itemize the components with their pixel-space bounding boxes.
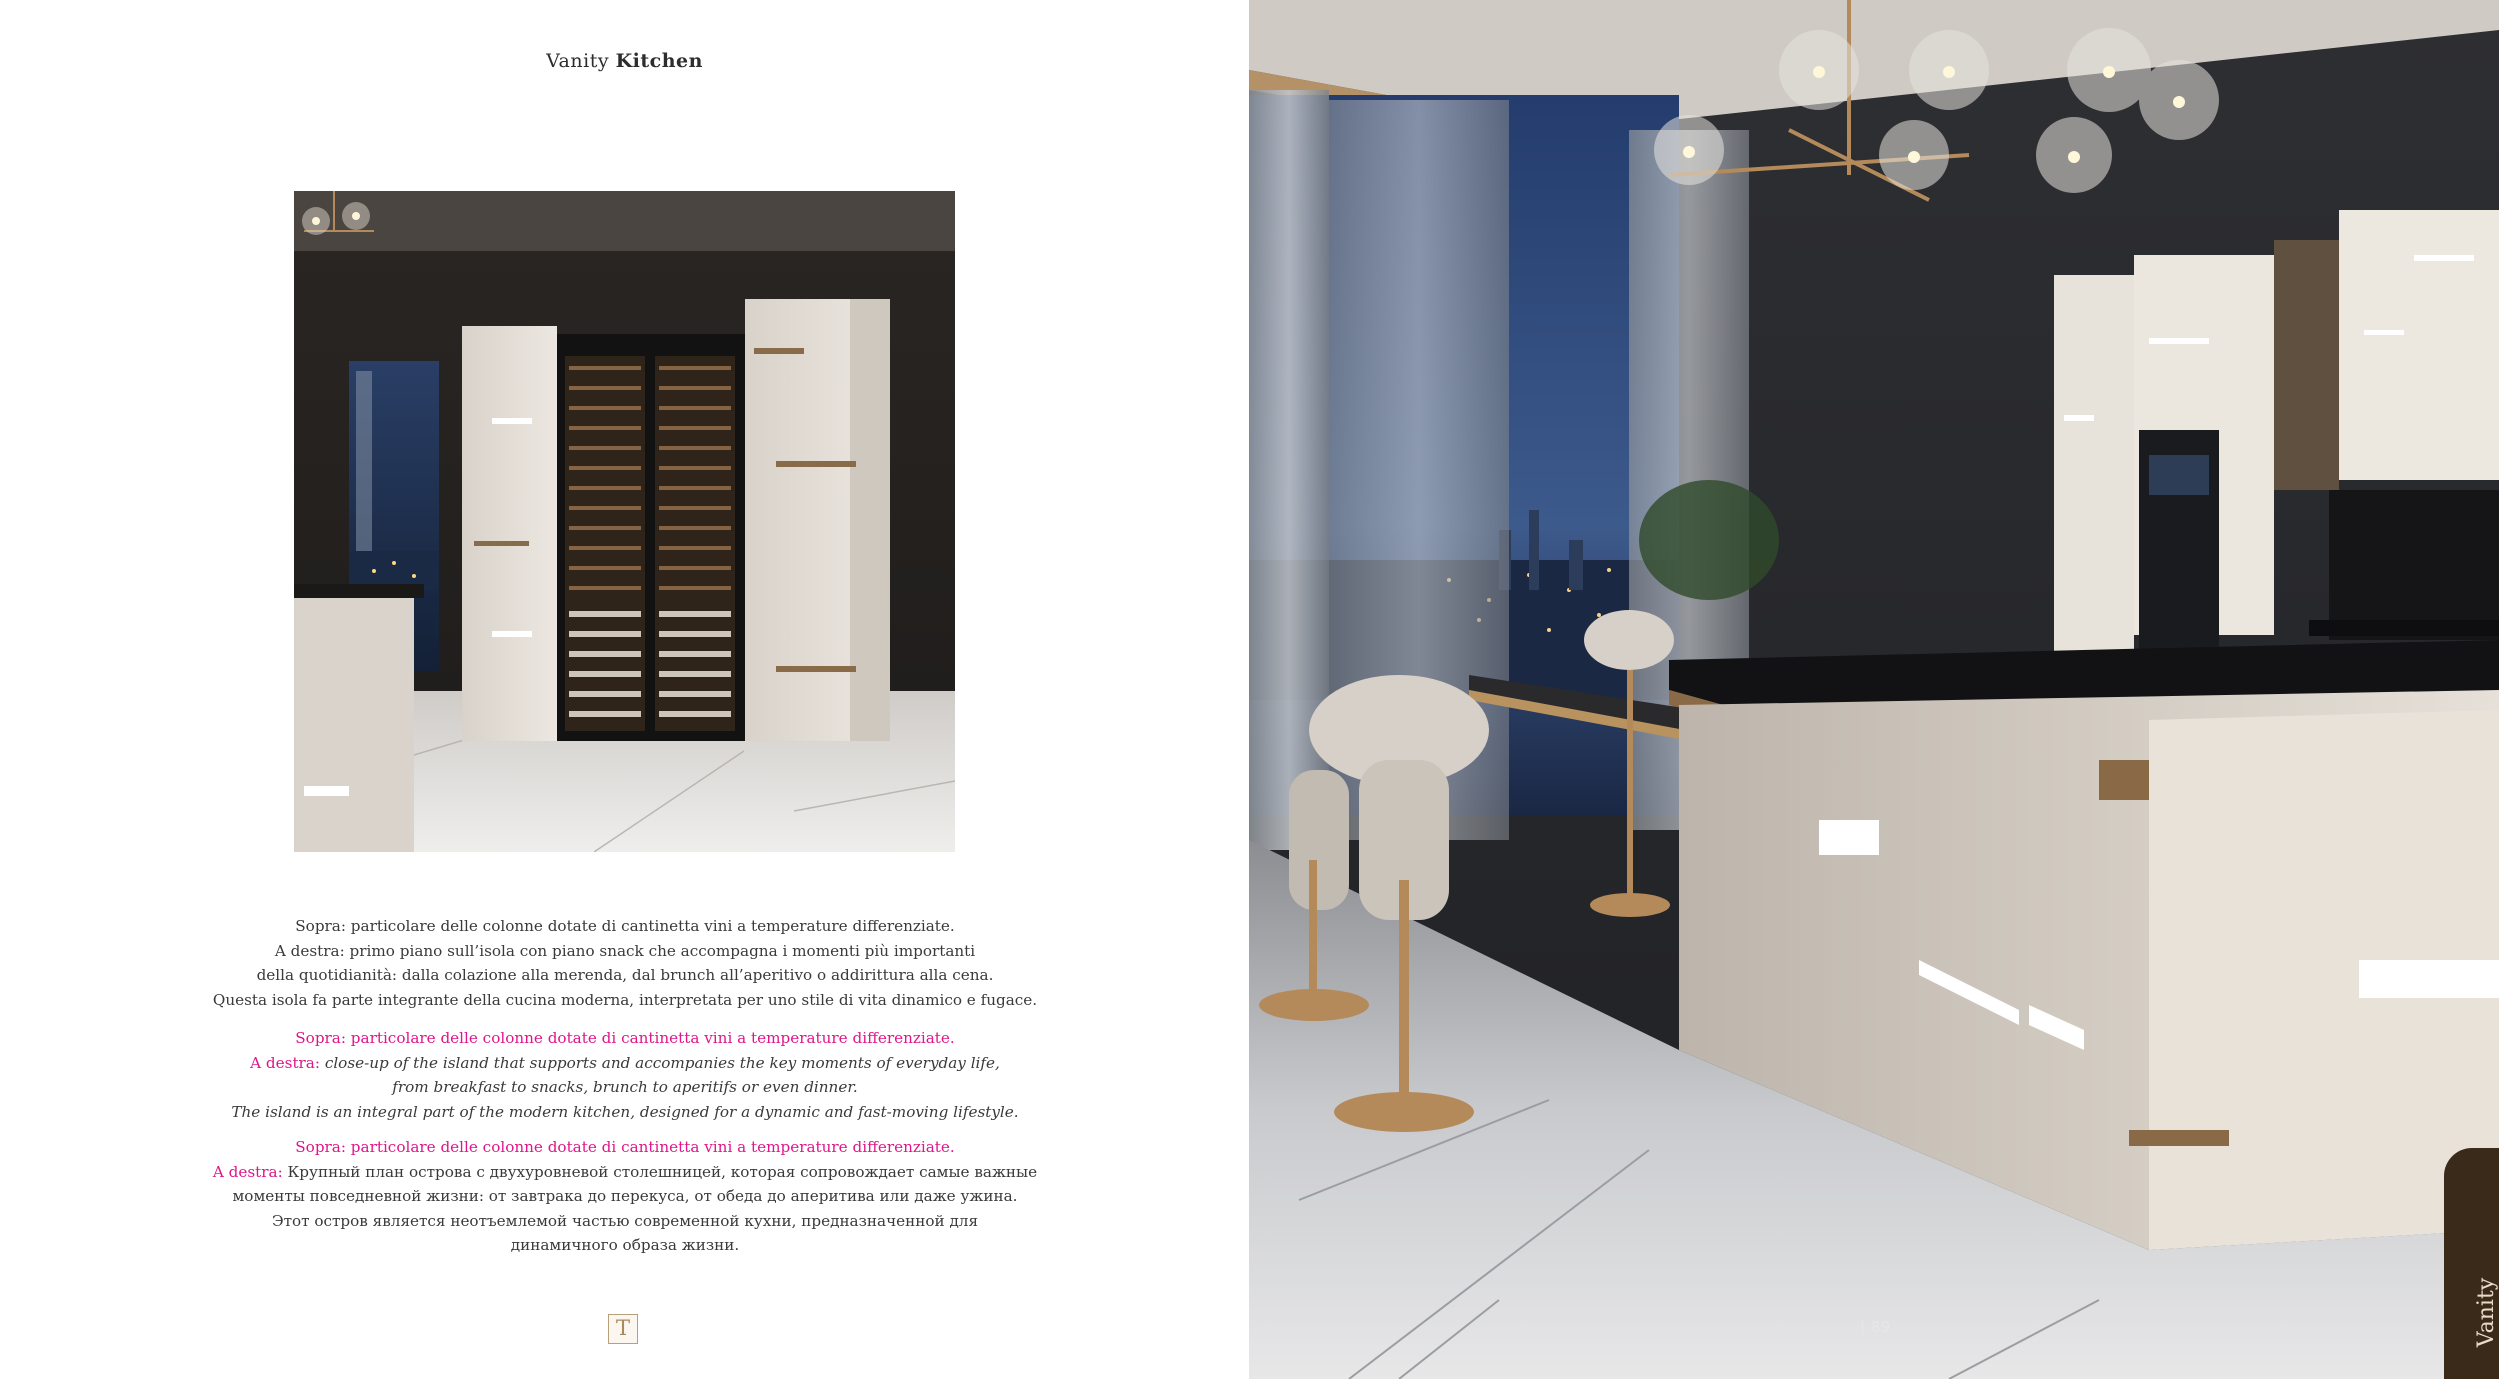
left-page bbox=[0, 0, 1249, 1379]
caption-heading: Sopra: particolare delle colonne dotate di cantinetta vini a temperature differenziate. bbox=[295, 1138, 955, 1156]
caption-line: динамичного образа жизни. bbox=[510, 1236, 740, 1254]
caption-line: Questa isola fa parte integrante della cucina moderna, interpretata per uno stile di vita dinamico e fugace. bbox=[212, 990, 1038, 1009]
page-number: | 89 bbox=[1860, 1318, 1891, 1336]
caption-prefix: A destra: bbox=[250, 1053, 320, 1072]
caption-line: Этот остров является неотъемлемой частью современной кухни, предназначенной для bbox=[271, 1211, 979, 1230]
page-title bbox=[0, 50, 1249, 72]
caption-english bbox=[180, 1026, 1070, 1124]
brand-logo: T bbox=[608, 1314, 638, 1344]
title-bold: Kitchen bbox=[615, 50, 703, 72]
caption-russian bbox=[180, 1135, 1070, 1258]
caption-heading: Sopra: particolare delle colonne dotate di cantinetta vini a temperature differenziate. bbox=[295, 1029, 955, 1047]
caption-prefix: A destra: bbox=[212, 1162, 283, 1181]
caption-line: The island is an integral part of the modern kitchen, designed for a dynamic and fast-moving lifestyle. bbox=[231, 1102, 1019, 1121]
caption-line: close-up of the island that supports and accompanies the key moments of everyday life, bbox=[324, 1053, 1000, 1072]
kitchen-island-photo bbox=[1249, 0, 2499, 1379]
caption-italian bbox=[180, 914, 1070, 1012]
caption-line: Крупный план острова с двухуровневой столешницей, которая сопровождает самые важные bbox=[287, 1162, 1038, 1181]
caption-line: A destra: primo piano sull’isola con piano snack che accompagna i momenti più importanti bbox=[274, 941, 976, 960]
wine-column-photo bbox=[294, 191, 955, 852]
caption-line: Sopra: particolare delle colonne dotate di cantinetta vini a temperature differenziate. bbox=[295, 917, 955, 935]
caption-line: della quotidianità: dalla colazione alla merenda, dal brunch all’aperitivo o addirittura alla cena. bbox=[256, 966, 994, 984]
section-tab-label: Vanity bbox=[2474, 1277, 2499, 1348]
title-regular: Vanity bbox=[546, 50, 610, 72]
caption-line: from breakfast to snacks, brunch to aperitifs or even dinner. bbox=[392, 1078, 858, 1096]
caption-line: моменты повседневной жизни: от завтрака до перекуса, от обеда до аперитива или даже ужина. bbox=[232, 1187, 1018, 1205]
